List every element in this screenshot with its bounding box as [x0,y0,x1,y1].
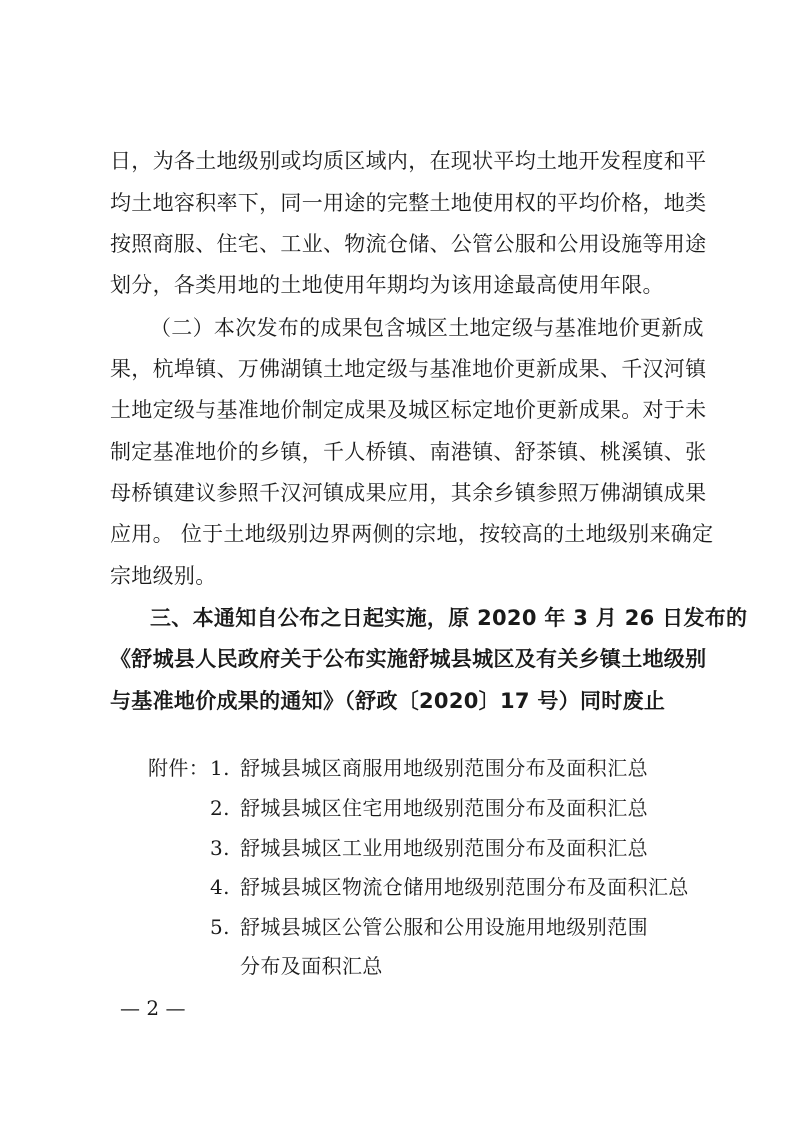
attachment-2-number: 2. [210,796,230,820]
body-line-5: （二）本次发布的成果包含城区土地定级与基准地价更新成 [150,316,704,340]
body-line-6: 果，杭埠镇、万佛湖镇土地定级与基准地价更新成果、千汉河镇 [110,357,707,381]
body-line-10: 应用。 位于土地级别边界两侧的宗地，按较高的土地级别来确定 [110,522,714,546]
attachment-1-number: 1. [210,756,230,780]
body-line-1: 日，为各土地级别或均质区域内，在现状平均土地开发程度和平 [110,149,707,173]
section-three-line-1: 三、本通知自公布之日起实施，原 2020 年 3 月 26 日发布的 [150,606,748,630]
attachment-1-title: 舒城县城区商服用地级别范围分布及面积汇总 [240,756,648,780]
attachment-5-title: 舒城县城区公管公服和公用设施用地级别范围 [240,915,648,939]
body-line-3: 按照商服、住宅、工业、物流仓储、公管公服和公用设施等用途 [110,232,707,256]
attachment-2-title: 舒城县城区住宅用地级别范围分布及面积汇总 [240,796,648,820]
attachments-label: 附件： [148,756,210,780]
attachment-4-title: 舒城县城区物流仓储用地级别范围分布及面积汇总 [240,875,689,899]
section-three-line-3: 与基准地价成果的通知》（舒政〔2020〕17 号）同时废止 [110,689,666,713]
section-three-line-2: 《舒城县人民政府关于公布实施舒城县城区及有关乡镇土地级别 [110,647,707,671]
body-line-2: 均土地容积率下，同一用途的完整土地使用权的平均价格，地类 [110,191,707,215]
attachment-3-title: 舒城县城区工业用地级别范围分布及面积汇总 [240,836,648,860]
page-number: — 2 — [120,996,186,1020]
body-line-7: 土地定级与基准地价制定成果及城区标定地价更新成果。对于未 [110,398,707,422]
body-line-4: 划分，各类用地的土地使用年期均为该用途最高使用年限。 [110,273,664,297]
attachment-5-number: 5. [210,915,230,939]
body-line-8: 制定基准地价的乡镇，千人桥镇、南港镇、舒茶镇、桃溪镇、张 [110,440,707,464]
attachment-4-number: 4. [210,875,230,899]
body-line-11: 宗地级别。 [110,564,217,588]
attachment-5-continuation: 分布及面积汇总 [240,954,383,978]
body-line-9: 母桥镇建议参照千汉河镇成果应用，其余乡镇参照万佛湖镇成果 [110,481,707,505]
attachment-3-number: 3. [210,836,230,860]
